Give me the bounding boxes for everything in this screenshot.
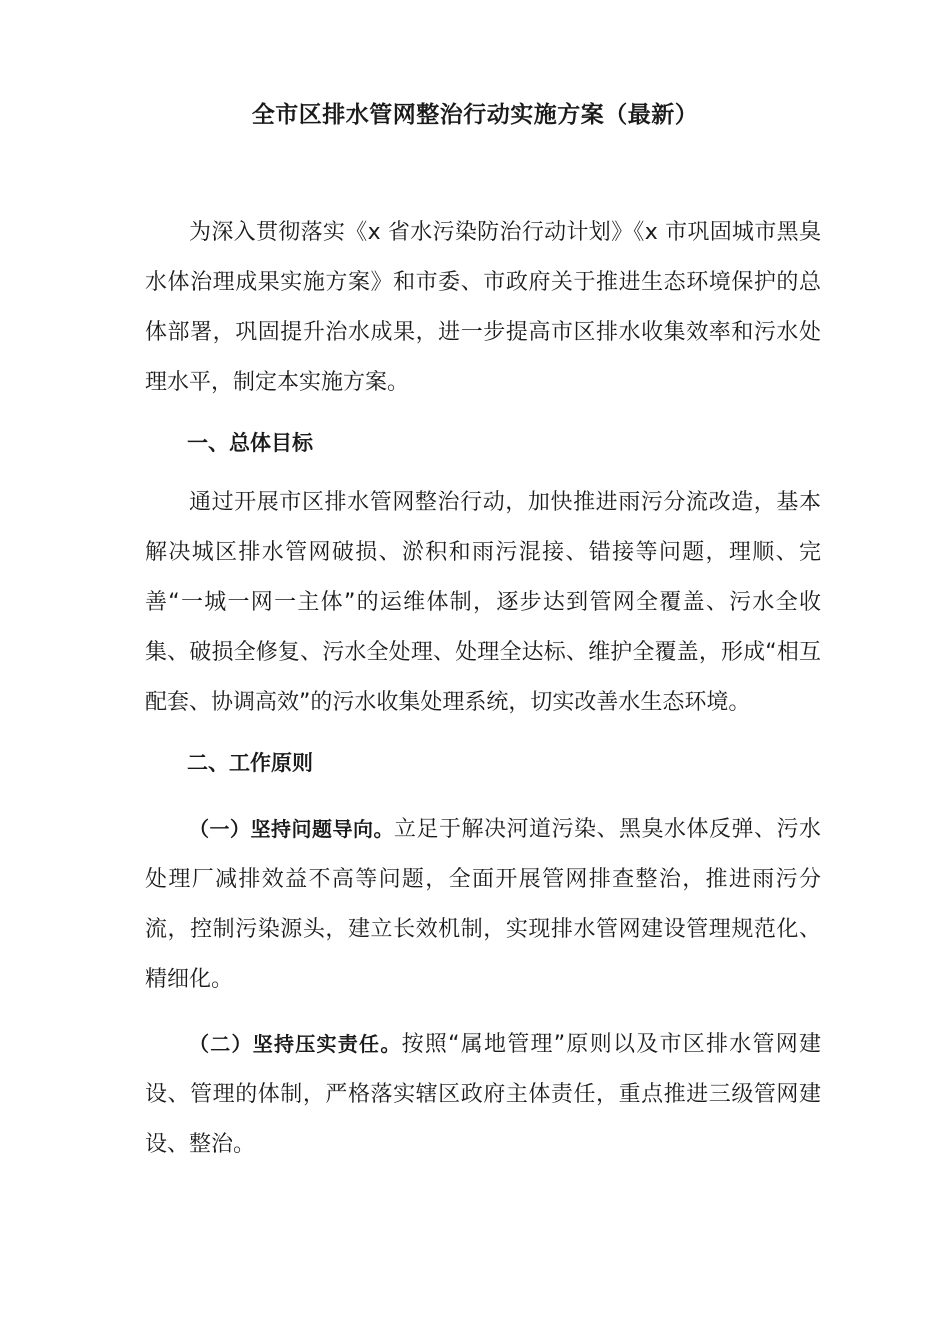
spacer	[145, 788, 821, 804]
goals-paragraph: 通过开展市区排水管网整治行动，加快推进雨污分流改造，基本解决城区排水管网破损、淤积和雨污混接、错接等问题，理顺、完善“一城一网一主体”的运维体制，逐步达到管网全覆盖、污水全收集、破损全修复、污水全处理、处理全达标、维护全覆盖，形成“相互配套、协调高效”的污水收集处理系统，切实改善水生态环境。	[145, 490, 821, 715]
document-body	[145, 208, 821, 1170]
spacer	[145, 1005, 821, 1019]
principle-2-body: 按照“属地管理”原则以及市区排水管网建设、管理的体制，严格落实辖区政府主体责任，重点推进三级管网建设、整治。	[145, 1032, 822, 1157]
spacer	[145, 728, 821, 738]
spacer	[145, 408, 821, 418]
section-heading-principles: 二、工作原则	[187, 751, 313, 775]
document-title: 全市区排水管网整治行动实施方案（最新）	[251, 102, 699, 128]
spacer	[145, 468, 821, 478]
principle-2-paragraph	[145, 1019, 821, 1170]
intro-paragraph: 为深入贯彻落实《x 省水污染防治行动计划》《x 市巩固城市黑臭水体治理成果实施方案》和市委、市政府关于推进生态环境保护的总体部署，巩固提升治水成果，进一步提高市区排水收集效率和污水处理水平，制定本实施方案。	[145, 220, 821, 395]
principle-1-lead: （一）坚持问题导向。	[189, 817, 394, 841]
principle-2-lead: （二）坚持压实责任。	[189, 1032, 402, 1056]
principle-1-body: 立足于解决河道污染、黑臭水体反弹、污水处理厂减排效益不高等问题，全面开展管网排查整治，推进雨污分流，控制污染源头，建立长效机制，实现排水管网建设管理规范化、精细化。	[145, 817, 821, 992]
principle-1-paragraph	[145, 804, 821, 1005]
section-heading-goals: 一、总体目标	[187, 431, 313, 455]
